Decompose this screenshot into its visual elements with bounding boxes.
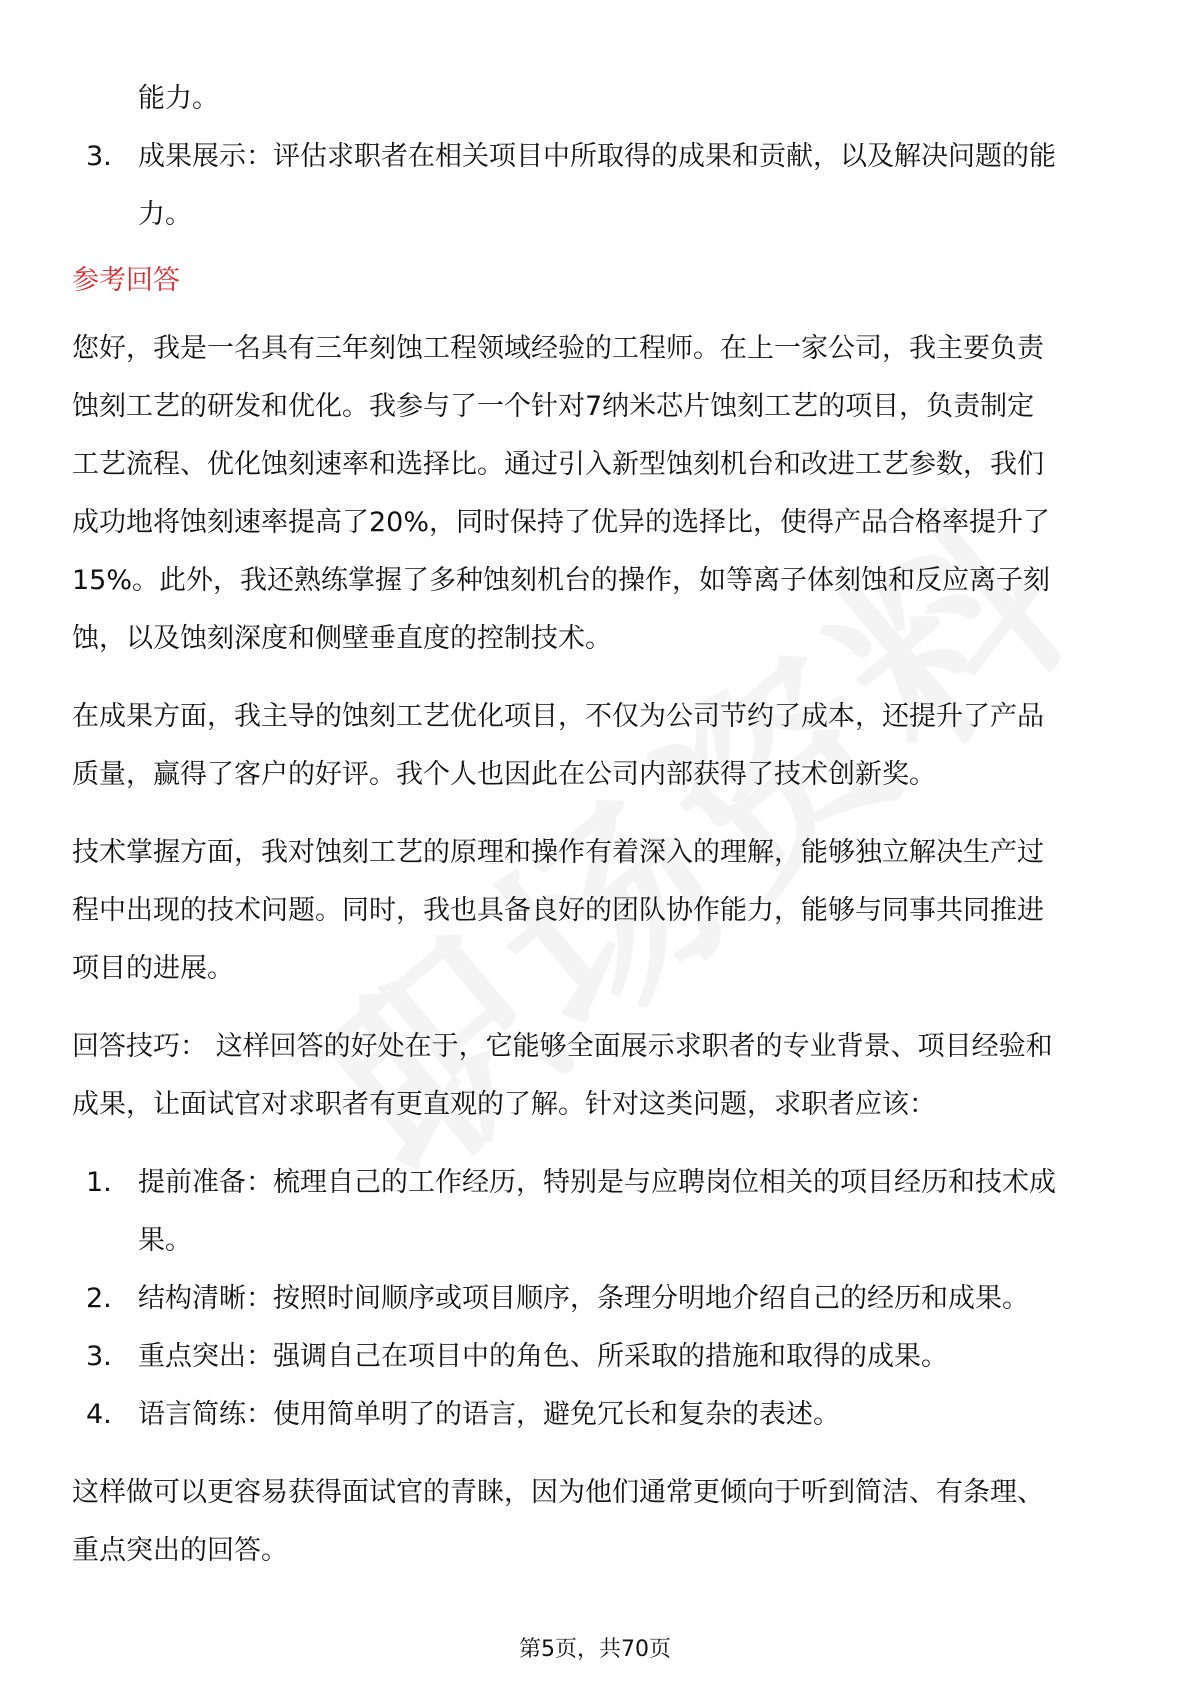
text-line: 提前准备：梳理自己的工作经历，特别是与应聘岗位相关的项目经历和技术成 (138, 1167, 1056, 1198)
text-line: 重点突出：强调自己在项目中的角色、所采取的措施和取得的成果。 (138, 1341, 948, 1372)
text-line: 力。 (138, 199, 192, 230)
list-number: 3. (86, 1341, 112, 1372)
tips-list (72, 1154, 1122, 1444)
text-line: 您好，我是一名具有三年刻蚀工程领域经验的工程师。在上一家公司，我主要负责 (72, 333, 1044, 364)
list-item (72, 1386, 1122, 1444)
text-line: 成功地将蚀刻速率提高了20%，同时保持了优异的选择比，使得产品合格率提升了 (72, 507, 1051, 538)
paragraph (72, 824, 1122, 998)
paragraph (72, 688, 1122, 804)
text-line: 质量，赢得了客户的好评。我个人也因此在公司内部获得了技术创新奖。 (72, 759, 936, 790)
list-number: 1. (86, 1167, 112, 1198)
list-item (72, 1270, 1122, 1328)
top-list (72, 128, 1122, 244)
list-number: 2. (86, 1283, 112, 1314)
list-item (72, 1328, 1122, 1386)
text-line: 在成果方面，我主导的蚀刻工艺优化项目，不仅为公司节约了成本，还提升了产品 (72, 701, 1044, 732)
list-number: 3. (86, 141, 112, 172)
text-line: 成果，让面试官对求职者有更直观的了解。针对这类问题，求职者应该： (72, 1089, 936, 1120)
list-item-continuation (72, 70, 1122, 128)
text-line: 项目的进展。 (72, 953, 234, 984)
text-line: 蚀，以及蚀刻深度和侧壁垂直度的控制技术。 (72, 623, 612, 654)
text-line: 语言简练：使用简单明了的语言，避免冗长和复杂的表述。 (138, 1399, 840, 1430)
text-line: 技术掌握方面，我对蚀刻工艺的原理和操作有着深入的理解，能够独立解决生产过 (72, 837, 1044, 868)
list-item (72, 1154, 1122, 1270)
paragraph (72, 1018, 1122, 1134)
list-item (72, 128, 1122, 244)
text-line: 工艺流程、优化蚀刻速率和选择比。通过引入新型蚀刻机台和改进工艺参数，我们 (72, 449, 1044, 480)
page-footer: 第5页，共70页 (519, 1637, 671, 1662)
text-line: 结构清晰：按照时间顺序或项目顺序，条理分明地介绍自己的经历和成果。 (138, 1283, 1029, 1314)
text-line: 重点突出的回答。 (72, 1535, 288, 1566)
text-line: 回答技巧： 这样回答的好处在于，它能够全面展示求职者的专业背景、项目经验和 (72, 1031, 1053, 1062)
section-title: 参考回答 (72, 265, 180, 296)
text-line: 成果展示：评估求职者在相关项目中所取得的成果和贡献，以及解决问题的能 (138, 141, 1056, 172)
text-line: 果。 (138, 1225, 192, 1256)
text-line: 这样做可以更容易获得面试官的青睐，因为他们通常更倾向于听到简洁、有条理、 (72, 1477, 1044, 1508)
text-line: 蚀刻工艺的研发和优化。我参与了一个针对7纳米芯片蚀刻工艺的项目，负责制定 (72, 391, 1035, 422)
answer-paragraphs (72, 320, 1122, 1134)
text-line: 15%。此外，我还熟练掌握了多种蚀刻机台的操作，如等离子体刻蚀和反应离子刻 (72, 565, 1051, 596)
content (72, 70, 1122, 1600)
closing-paragraph (72, 1464, 1122, 1580)
text-line: 程中出现的技术问题。同时，我也具备良好的团队协作能力，能够与同事共同推进 (72, 895, 1044, 926)
text-line: 能力。 (138, 83, 219, 114)
list-number: 4. (86, 1399, 112, 1430)
paragraph (72, 320, 1122, 668)
